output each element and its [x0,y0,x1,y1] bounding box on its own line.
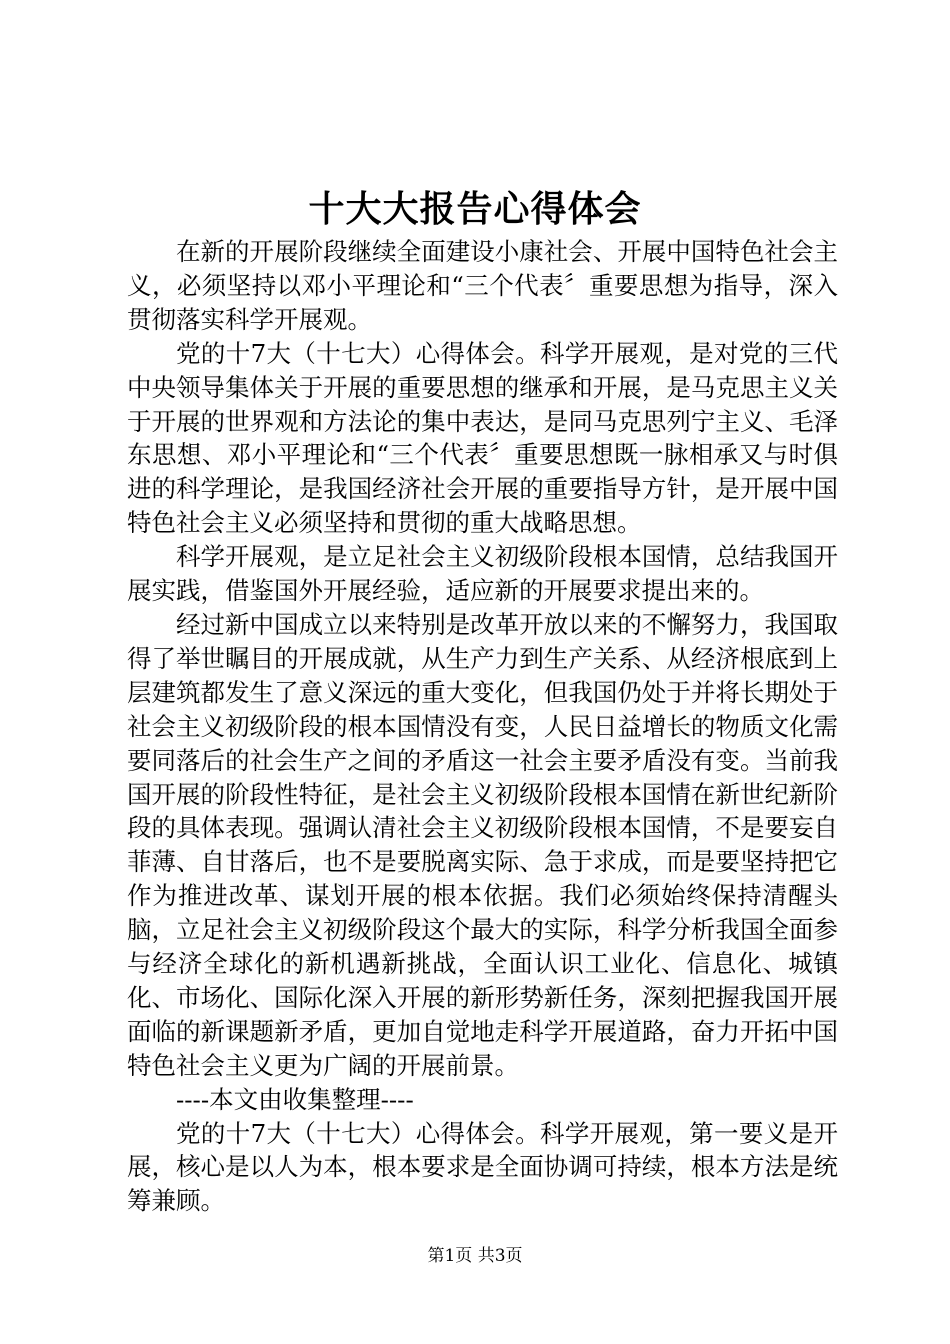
document-body [127,235,838,1218]
page-number-footer: 第1页 共3页 [427,1246,523,1266]
paragraph-5: 党的十7大（十七大）心得体会。科学开展观，第一要义是开展，核心是以人为本，根本要求是全面协调可持续，根本方法是统筹兼顾。 [127,1118,838,1216]
paragraph-2: 党的十7大（十七大）心得体会。科学开展观，是对党的三代中央领导集体关于开展的重要思想的继承和开展，是马克思主义关于开展的世界观和方法论的集中表达，是同马克思列宁主义、毛泽东思想、邓小平理论和“三个代表〞重要思想既一脉相承又与时俱进的科学理论，是我国经济社会开展的重要指导方针，是开展中国特色社会主义必须坚持和贯彻的重大战略思想。 [127,338,838,538]
paragraph-4: 经过新中国成立以来特别是改革开放以来的不懈努力，我国取得了举世瞩目的开展成就，从生产力到生产关系、从经济根底到上层建筑都发生了意义深远的重大变化，但我国仍处于并将长期处于社会主义初级阶段的根本国情没有变，人民日益增长的物质文化需要同落后的社会生产之间的矛盾这一社会主要矛盾没有变。当前我国开展的阶段性特征，是社会主义初级阶段根本国情在新世纪新阶段的具体表现。强调认清社会主义初级阶段根本国情，不是要妄自菲薄、自甘落后，也不是要脱离实际、急于求成，而是要坚持把它作为推进改革、谋划开展的根本依据。我们必须始终保持清醒头脑，立足社会主义初级阶段这个最大的实际，科学分析我国全面参与经济全球化的新机遇新挑战，全面认识工业化、信息化、城镇化、市场化、国际化深入开展的新形势新任务，深刻把握我国开展面临的新课题新矛盾，更加自觉地走科学开展道路，奋力开拓中国特色社会主义更为广阔的开展前景。 [127,609,838,1080]
document-title: 十大大报告心得体会 [308,188,642,230]
paragraph-1: 在新的开展阶段继续全面建设小康社会、开展中国特色社会主义，必须坚持以邓小平理论和“三个代表〞重要思想为指导，深入贯彻落实科学开展观。 [127,237,838,334]
paragraph-3: 科学开展观，是立足社会主义初级阶段根本国情，总结我国开展实践，借鉴国外开展经验，适应新的开展要求提出来的。 [127,542,838,606]
collection-note: ----本文由收集整理---- [176,1084,414,1114]
